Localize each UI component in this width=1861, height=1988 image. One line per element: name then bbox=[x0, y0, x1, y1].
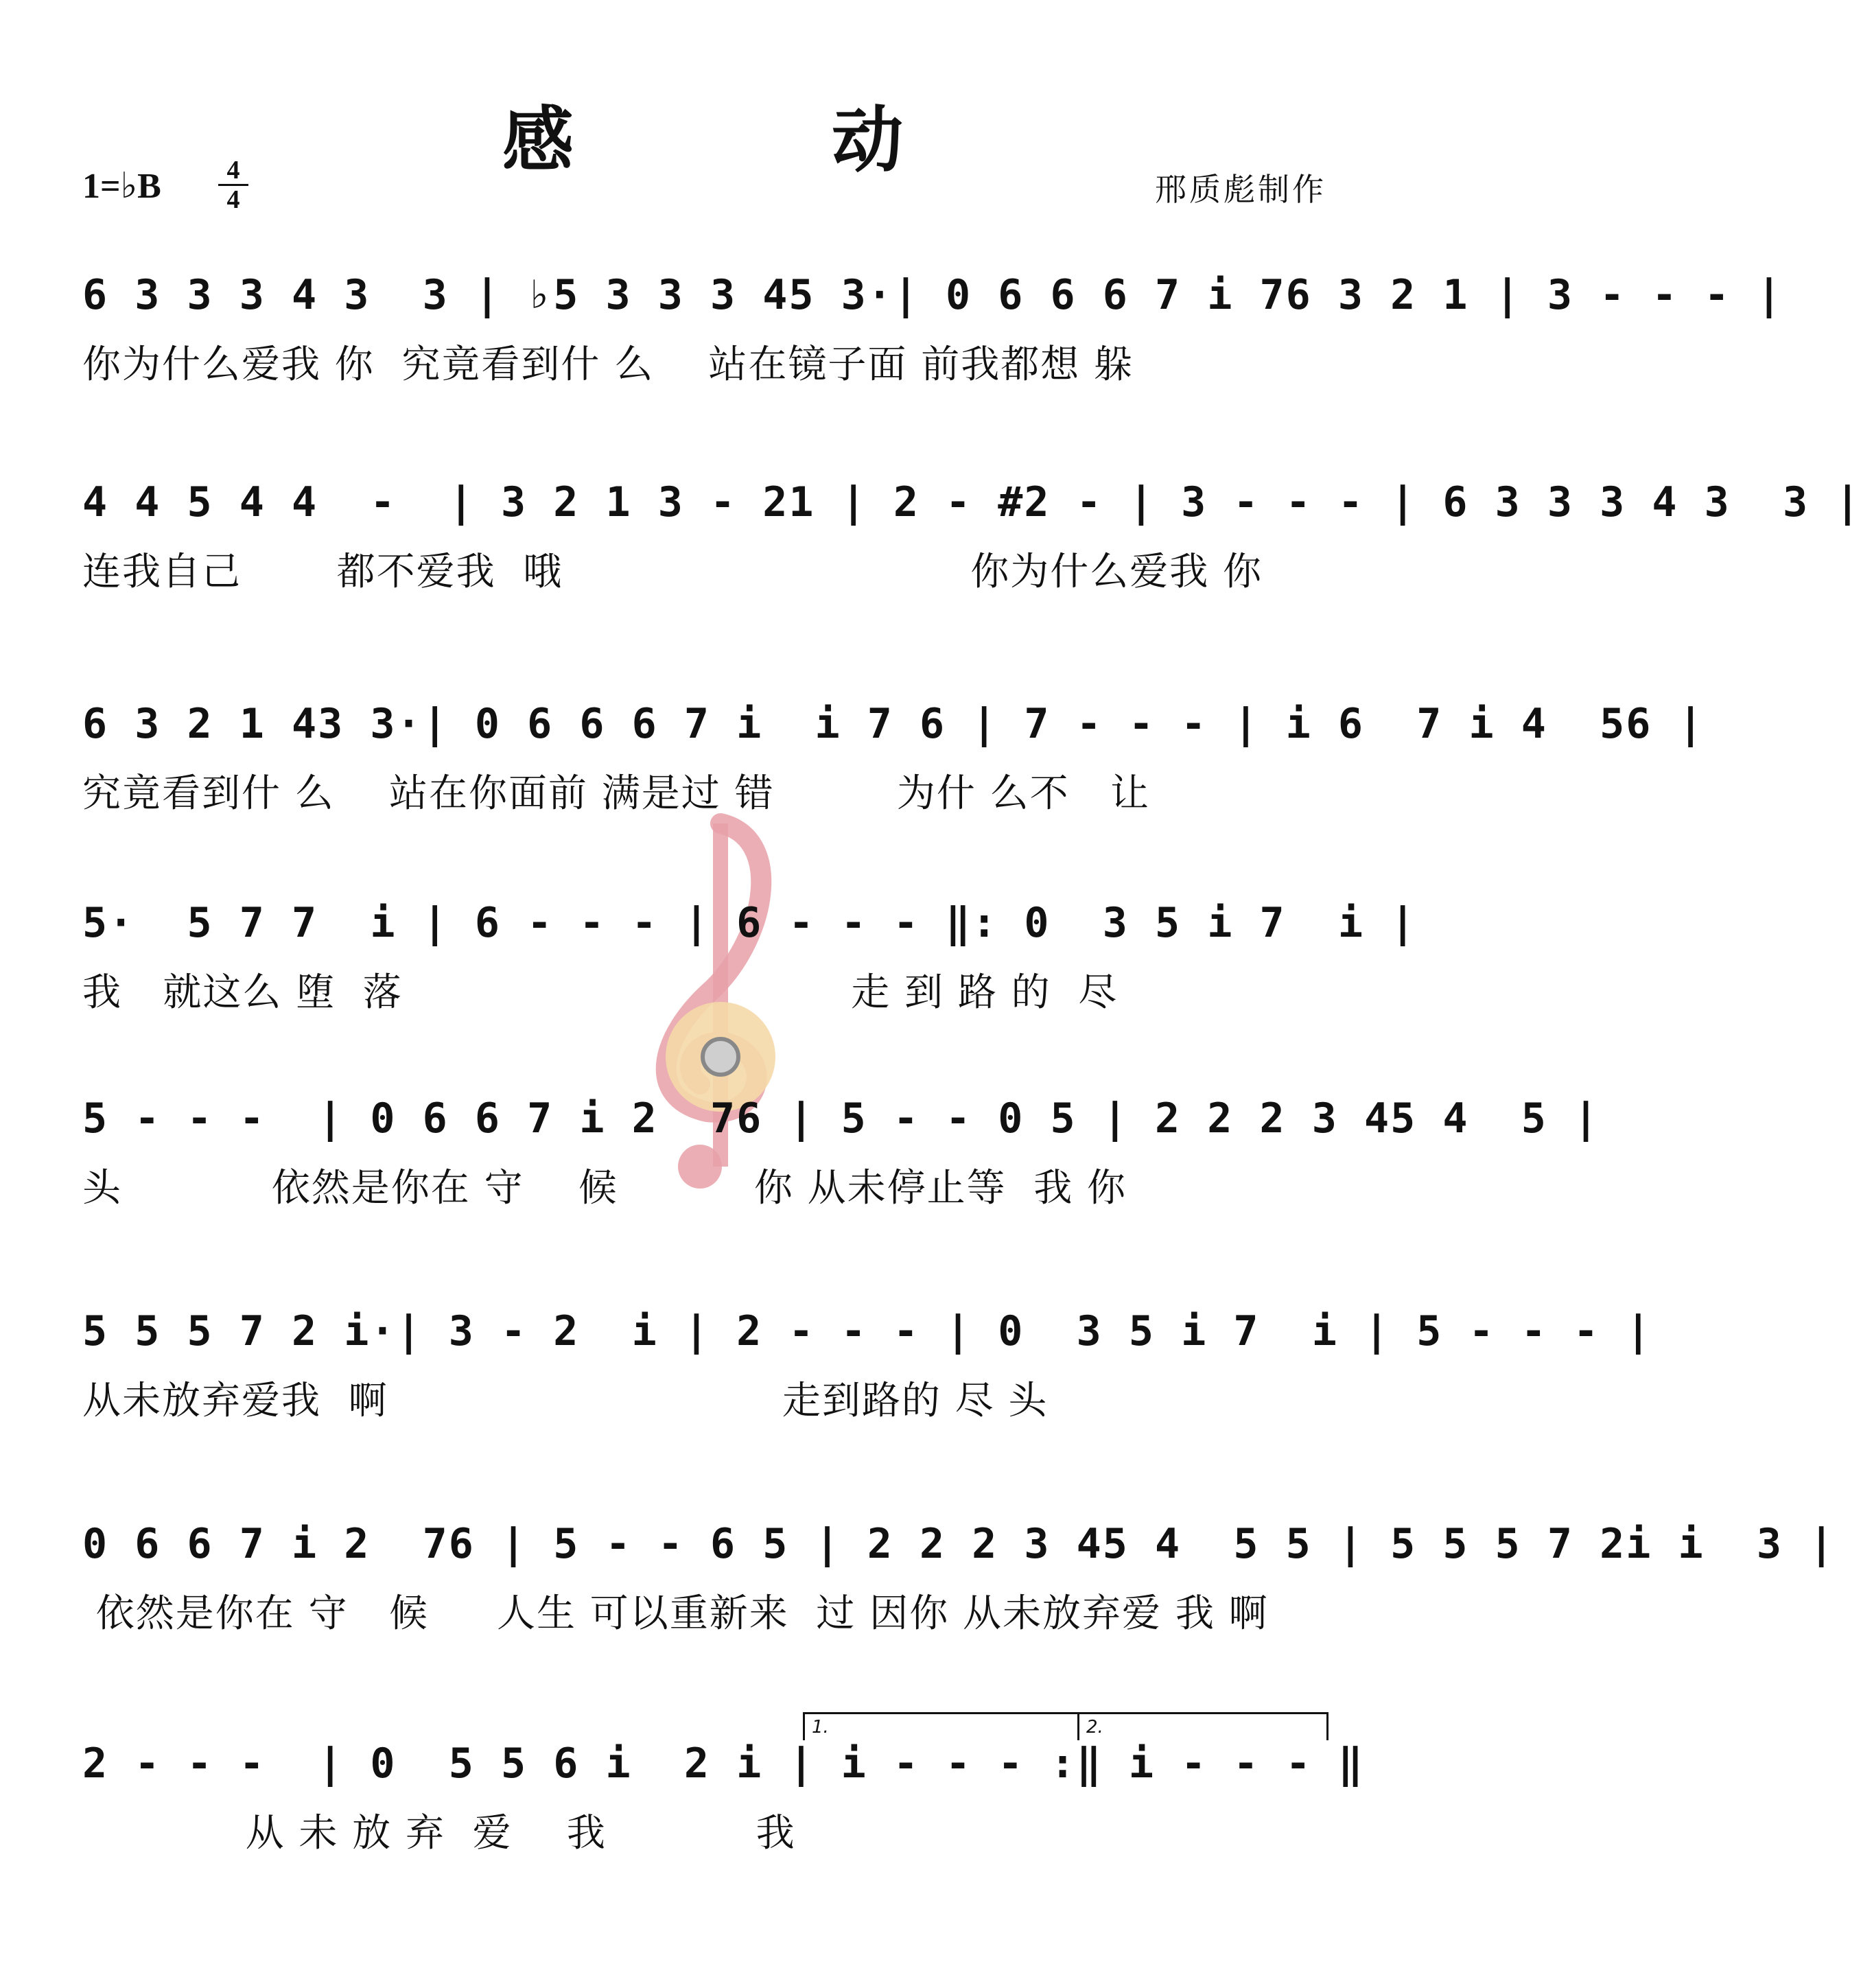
lyrics-line: 依然是你在 守 候 人生 可以重新来 过 因你 从未放弃爱 我 啊 bbox=[82, 1591, 1269, 1636]
notation-line: 6 3 3 3 4 3 3 | ♭5 3 3 3 45 3·| 0 6 6 6 7 i 76 3 2 1 | 3 - - - | bbox=[82, 271, 1783, 319]
time-denominator: 4 bbox=[226, 185, 240, 214]
notation-line: 0 6 6 7 i 2 76 | 5 - - 6 5 | 2 2 2 3 45 4 5 5 | 5 5 5 7 2i i 3 | bbox=[82, 1520, 1836, 1568]
lyrics-line: 究竟看到什 么 站在你面前 满是过 错 为什 么不 让 bbox=[82, 771, 1151, 816]
time-numerator: 4 bbox=[218, 156, 248, 186]
lyrics-line: 连我自己 都不爱我 哦 你为什么爱我 你 bbox=[82, 550, 1263, 594]
lyrics-line: 头 依然是你在 守 候 你 从未停止等 我 你 bbox=[82, 1166, 1127, 1211]
volta-first-ending: 1. bbox=[803, 1712, 1079, 1740]
notation-line: 5 - - - | 0 6 6 7 i 2 76 | 5 - - 0 5 | 2 2 2 3 45 4 5 | bbox=[82, 1095, 1600, 1143]
lyrics-line: 从未放弃爱我 啊 走到路的 尽 头 bbox=[82, 1379, 1049, 1423]
time-signature bbox=[218, 156, 248, 213]
song-title: 感 动 bbox=[502, 97, 1020, 182]
key-signature: 1=♭B bbox=[82, 167, 161, 206]
notation-line: 6 3 2 1 43 3·| 0 6 6 6 7 i i 7 6 | 7 - - - | i 6 7 i 4 56 | bbox=[82, 700, 1705, 748]
notation-line: 4 4 5 4 4 - | 3 2 1 3 - 21 | 2 - #2 - | 3 - - - | 6 3 3 3 4 3 3 | bbox=[82, 478, 1861, 526]
notation-line: 5 5 5 7 2 i·| 3 - 2 i | 2 - - - | 0 3 5 i 7 i | 5 - - - | bbox=[82, 1307, 1652, 1355]
lyrics-line: 你为什么爱我 你 究竟看到什 么 站在镜子面 前我都想 躲 bbox=[82, 342, 1134, 387]
notation-line: 5· 5 7 7 i | 6 - - - | 6 - - - ‖: 0 3 5 i 7 i | bbox=[82, 899, 1417, 947]
author-credit: 邢质彪制作 bbox=[1155, 171, 1326, 208]
notation-line: 2 - - - | 0 5 5 6 i 2 i | i - - - :‖ i - - - ‖ bbox=[82, 1740, 1365, 1788]
volta-second-ending: 2. bbox=[1077, 1712, 1329, 1740]
lyrics-line: 我 就这么 堕 落 走 到 路 的 尽 bbox=[82, 970, 1119, 1015]
lyrics-line: 从 未 放 弃 爱 我 我 bbox=[82, 1811, 796, 1856]
